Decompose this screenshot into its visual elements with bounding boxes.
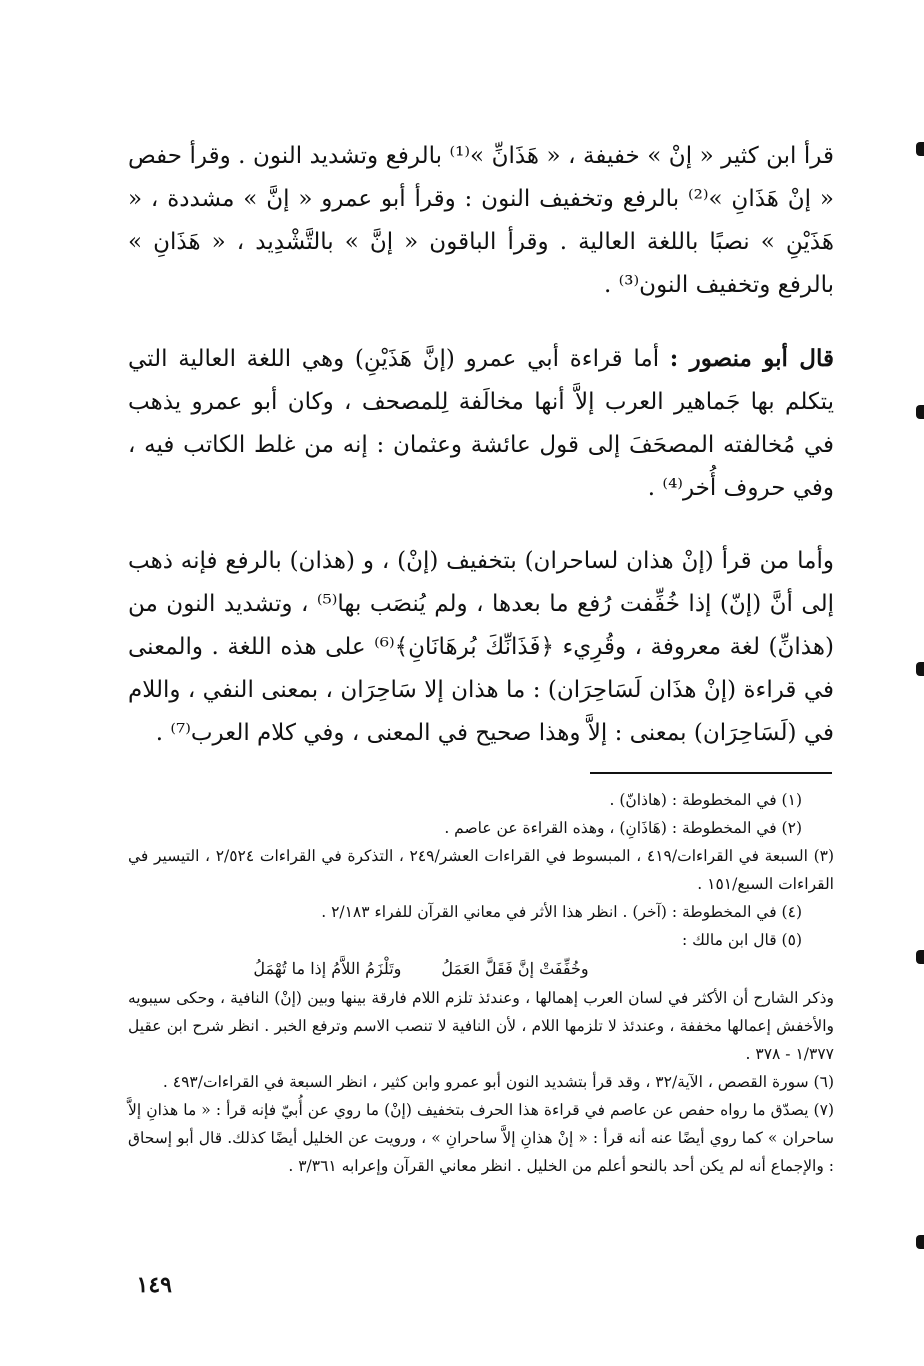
main-text <box>128 135 834 755</box>
edge-mark <box>916 405 924 419</box>
verse-first-hemistich: وخُفِّفَتْ إنَّ فَقَلَّ العَمَلُ <box>441 959 589 978</box>
page-number: ١٤٩ <box>136 1272 172 1298</box>
verse-second-hemistich: وتَلْزَمُ اللاَّمُ إذا ما تُهْمَلُ <box>253 959 402 978</box>
paragraph-body: أما قراءة أبي عمرو (إنَّ هَذَيْنِ) وهي اللغة العالية التي يتكلم بها جَماهير العرب إلاَّ أنها مخالَفة لِلمصحف ، وكان أبو عمرو يذهب في مُخالفته المصحَفَ إلى قول عائشة وعثمان : إنه من غلط الكاتب فيه ، وفي حروف أُخر⁽⁴⁾ . <box>128 346 834 501</box>
paragraph-lead: قال أبو منصور : <box>669 345 834 372</box>
footnotes <box>128 786 834 1180</box>
footnote-divider <box>590 772 832 774</box>
edge-mark <box>916 950 924 964</box>
footnote-6: (٦) سورة القصص ، الآية/٣٢ ، وقد قرأ بتشديد النون أبو عمرو وابن كثير ، انظر السبعة في القراءات/٤٩٣ . <box>162 1073 834 1091</box>
footnote-5-continuation: وذكر الشارح أن الأكثر في لسان العرب إهمالها ، وعندئذ تلزم اللام فارقة بينها وبين (إنْ) النافية ، وحكى سيبويه والأخفش إعمالها مخففة ، وعندئذ لا تلزمها اللام ، لأن النافية لا تنصب الاسم وترفع الخبر . انظر شرح ابن عقيل ١/٣٧٧ - ٣٧٨ . <box>128 989 834 1063</box>
edge-mark <box>916 1235 924 1249</box>
footnote-4: (٤) في المخطوطة : (آخر) . انظر هذا الأثر في معاني القرآن للفراء ٢/١٨٣ . <box>321 903 802 921</box>
poetry-verse <box>128 954 834 984</box>
paragraph-explanation: وأما من قرأ (إنْ هذان لساحران) بتخفيف (إنْ) ، و (هذان) بالرفع فإنه ذهب إلى أنَّ (إنّ) إذا خُفِّفت رُفع ما بعدها ، ولم يُنصَب بها⁽⁵⁾ ، وتشديد النون من (هذانِّ) لغة معروفة ، وقُرِيء ﴿فَذَانِّكَ بُرهَانَانِ﴾⁽⁶⁾ على هذه اللغة . والمعنى في قراءة (إنْ هذَان لَسَاحِرَان) : ما هذان إلا سَاحِرَان ، بمعنى النفي ، واللام في (لَسَاحِرَان) بمعنى : إلاَّ وهذا صحيح في المعنى ، وفي كلام العرب⁽⁷⁾ . <box>128 548 834 746</box>
footnote-3: (٣) السبعة في القراءات/٤١٩ ، المبسوط في القراءات العشر/٢٤٩ ، التذكرة في القراءات ٢/٥٢٤ ، التيسير في القراءات السبع/١٥١ . <box>128 847 835 893</box>
edge-mark <box>916 662 924 676</box>
paragraph-readings: قرأ ابن كثير « إنْ » خفيفة ، « هَذَانِّ »⁽¹⁾ بالرفع وتشديد النون . وقرأ حفص « إنْ هَذَانِ »⁽²⁾ بالرفع وتخفيف النون : وقرأ أبو عمرو « إنَّ » مشددة ، « هَذَيْنِ » نصبًا باللغة العالية . وقرأ الباقون « إنَّ » بالتَّشْدِيد ، « هَذَانِ » بالرفع وتخفيف النون⁽³⁾ . <box>128 143 834 298</box>
footnote-2: (٢) في المخطوطة : (هَاذَانِ) ، وهذه القراءة عن عاصم . <box>444 819 802 837</box>
footnote-1: (١) في المخطوطة : (هاذانّ) . <box>609 791 802 809</box>
footnote-5: (٥) قال ابن مالك : <box>682 931 802 949</box>
footnote-7: (٧) يصدّق ما رواه حفص عن عاصم في قراءة هذا الحرف بتخفيف (إنْ) ما روي عن أُبيّ فإنه قرأ : « ما هذانِ إلاَّ ساحران » كما روي أيضًا عنه أنه قرأ : « إنْ هذانِ إلاَّ ساحرانِ » ، ورويت عن الخليل أيضًا كذلك. قال أبو إسحاق : والإجماع أنه لم يكن أحد بالنحو أعلم من الخليل . انظر معاني القرآن وإعرابه ٣/٣٦١ . <box>128 1101 834 1175</box>
edge-mark <box>916 142 924 156</box>
paragraph-abu-mansur <box>128 337 834 510</box>
